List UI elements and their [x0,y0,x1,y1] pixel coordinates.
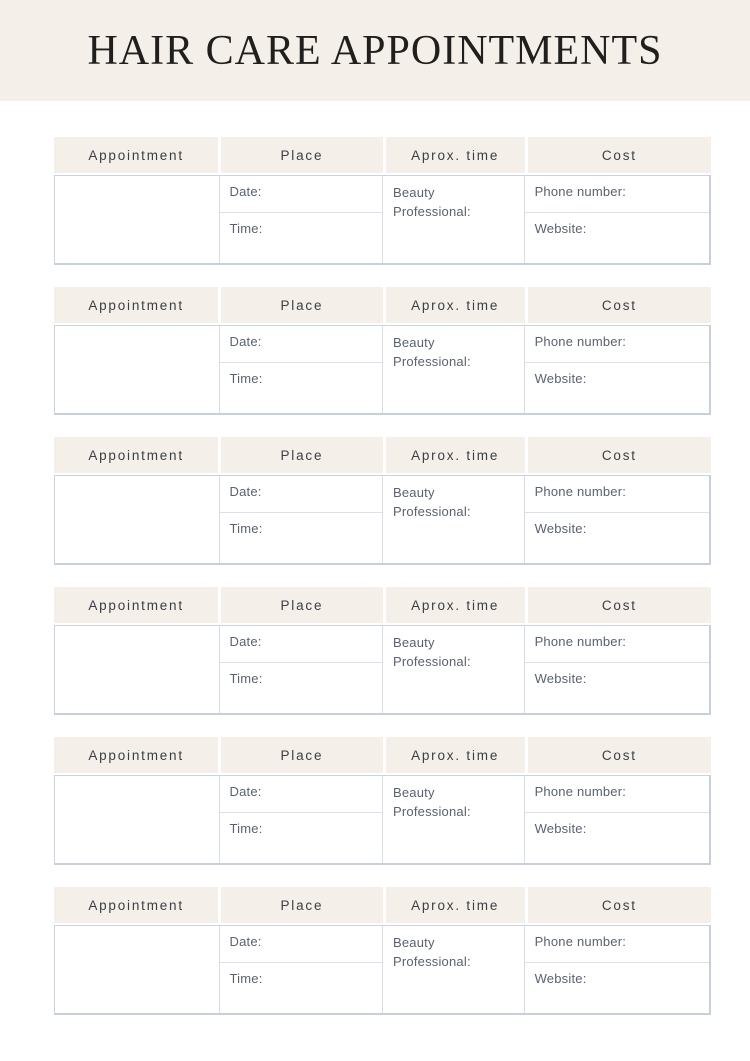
website-field[interactable] [525,963,709,1013]
column-header-place [218,887,382,923]
column-header-appointment [54,437,218,473]
website-field[interactable] [525,513,709,563]
date-field[interactable] [220,176,383,213]
column-header-appointment-label: Appointment [88,147,184,163]
column-header-cost [525,287,711,323]
time-field[interactable] [220,813,383,863]
column-header-place-label: Place [280,297,324,313]
website-label: Website: [534,971,587,986]
website-field[interactable] [525,363,709,413]
column-header-aprox-time [383,437,525,473]
phone-number-field[interactable] [525,926,709,963]
website-label: Website: [534,371,587,386]
time-field[interactable] [220,513,383,563]
beauty-professional-field[interactable] [382,476,524,563]
column-header-appointment-label: Appointment [88,897,184,913]
date-label: Date: [229,484,262,499]
time-label: Time: [229,971,263,986]
column-header-cost-label: Cost [601,147,637,163]
appointment-entry-cell[interactable] [55,326,219,413]
column-header-cost [525,587,711,623]
table-body-row [54,475,711,565]
column-header-aprox-time-label: Aprox. time [411,297,500,313]
website-label: Website: [534,671,587,686]
phone-number-label: Phone number: [534,634,627,649]
column-header-aprox-time [383,137,525,173]
column-header-place-label: Place [280,897,324,913]
time-label: Time: [229,221,263,236]
table-header-row [54,887,711,923]
appointment-block [54,137,711,265]
table-body-row [54,625,711,715]
cost-cell [524,926,709,1013]
appointment-entry-cell[interactable] [55,626,219,713]
beauty-professional-field[interactable] [382,326,524,413]
beauty-professional-label: Beauty Professional: [393,785,471,819]
column-header-aprox-time [383,887,525,923]
phone-number-label: Phone number: [534,934,627,949]
column-header-aprox-time-label: Aprox. time [411,597,500,613]
place-cell [219,626,383,713]
column-header-cost-label: Cost [601,447,637,463]
column-header-place [218,737,382,773]
column-header-appointment-label: Appointment [88,597,184,613]
column-header-aprox-time-label: Aprox. time [411,147,500,163]
phone-number-label: Phone number: [534,784,627,799]
place-cell [219,776,383,863]
date-label: Date: [229,184,262,199]
place-cell [219,176,383,263]
beauty-professional-label: Beauty Professional: [393,185,471,219]
beauty-professional-label: Beauty Professional: [393,935,471,969]
phone-number-field[interactable] [525,326,709,363]
column-header-cost [525,887,711,923]
phone-number-field[interactable] [525,476,709,513]
time-field[interactable] [220,963,383,1013]
page-title: HAIR CARE APPOINTMENTS [87,27,663,74]
place-cell [219,326,383,413]
time-label: Time: [229,821,263,836]
appointment-block [54,287,711,415]
time-label: Time: [229,521,263,536]
appointment-entry-cell[interactable] [55,926,219,1013]
column-header-cost [525,737,711,773]
phone-number-label: Phone number: [534,334,627,349]
cost-cell [524,476,709,563]
date-field[interactable] [220,626,383,663]
appointment-entry-cell[interactable] [55,176,219,263]
phone-number-label: Phone number: [534,484,627,499]
column-header-place [218,587,382,623]
appointment-block [54,437,711,565]
place-cell [219,476,383,563]
website-label: Website: [534,221,587,236]
column-header-place [218,137,382,173]
table-header-row [54,437,711,473]
column-header-aprox-time [383,737,525,773]
column-header-cost-label: Cost [601,297,637,313]
appointment-block [54,587,711,715]
column-header-appointment [54,737,218,773]
phone-number-field[interactable] [525,626,709,663]
cost-cell [524,326,709,413]
time-field[interactable] [220,363,383,413]
phone-number-field[interactable] [525,176,709,213]
date-field[interactable] [220,926,383,963]
date-label: Date: [229,334,262,349]
phone-number-label: Phone number: [534,184,627,199]
time-field[interactable] [220,213,383,263]
column-header-place [218,437,382,473]
date-field[interactable] [220,776,383,813]
time-label: Time: [229,671,263,686]
table-body-row [54,775,711,865]
column-header-cost [525,437,711,473]
appointment-entry-cell[interactable] [55,776,219,863]
beauty-professional-label: Beauty Professional: [393,335,471,369]
column-header-appointment-label: Appointment [88,447,184,463]
column-header-place-label: Place [280,447,324,463]
time-field[interactable] [220,663,383,713]
time-label: Time: [229,371,263,386]
column-header-appointment [54,587,218,623]
date-label: Date: [229,934,262,949]
cost-cell [524,776,709,863]
column-header-appointment [54,137,218,173]
date-field[interactable] [220,476,383,513]
column-header-aprox-time-label: Aprox. time [411,447,500,463]
column-header-cost-label: Cost [601,597,637,613]
place-cell [219,926,383,1013]
phone-number-field[interactable] [525,776,709,813]
table-body-row [54,175,711,265]
appointment-block [54,737,711,865]
table-header-row [54,137,711,173]
website-label: Website: [534,521,587,536]
column-header-place-label: Place [280,747,324,763]
website-field[interactable] [525,213,709,263]
website-label: Website: [534,821,587,836]
column-header-aprox-time [383,587,525,623]
column-header-cost-label: Cost [601,747,637,763]
table-header-row [54,587,711,623]
beauty-professional-label: Beauty Professional: [393,635,471,669]
column-header-aprox-time-label: Aprox. time [411,747,500,763]
appointment-block [54,887,711,1015]
date-field[interactable] [220,326,383,363]
appointment-blocks-list [54,137,711,1015]
beauty-professional-field[interactable] [382,926,524,1013]
column-header-appointment [54,887,218,923]
cost-cell [524,176,709,263]
column-header-appointment-label: Appointment [88,297,184,313]
appointment-entry-cell[interactable] [55,476,219,563]
table-header-row [54,287,711,323]
column-header-appointment-label: Appointment [88,747,184,763]
beauty-professional-field[interactable] [382,626,524,713]
website-field[interactable] [525,663,709,713]
cost-cell [524,626,709,713]
date-label: Date: [229,634,262,649]
title-band [0,0,750,101]
beauty-professional-label: Beauty Professional: [393,485,471,519]
column-header-place-label: Place [280,147,324,163]
column-header-cost-label: Cost [601,897,637,913]
table-header-row [54,737,711,773]
column-header-aprox-time-label: Aprox. time [411,897,500,913]
table-body-row [54,325,711,415]
beauty-professional-field[interactable] [382,776,524,863]
column-header-appointment [54,287,218,323]
column-header-place-label: Place [280,597,324,613]
table-body-row [54,925,711,1015]
column-header-cost [525,137,711,173]
column-header-place [218,287,382,323]
beauty-professional-field[interactable] [382,176,524,263]
website-field[interactable] [525,813,709,863]
date-label: Date: [229,784,262,799]
column-header-aprox-time [383,287,525,323]
